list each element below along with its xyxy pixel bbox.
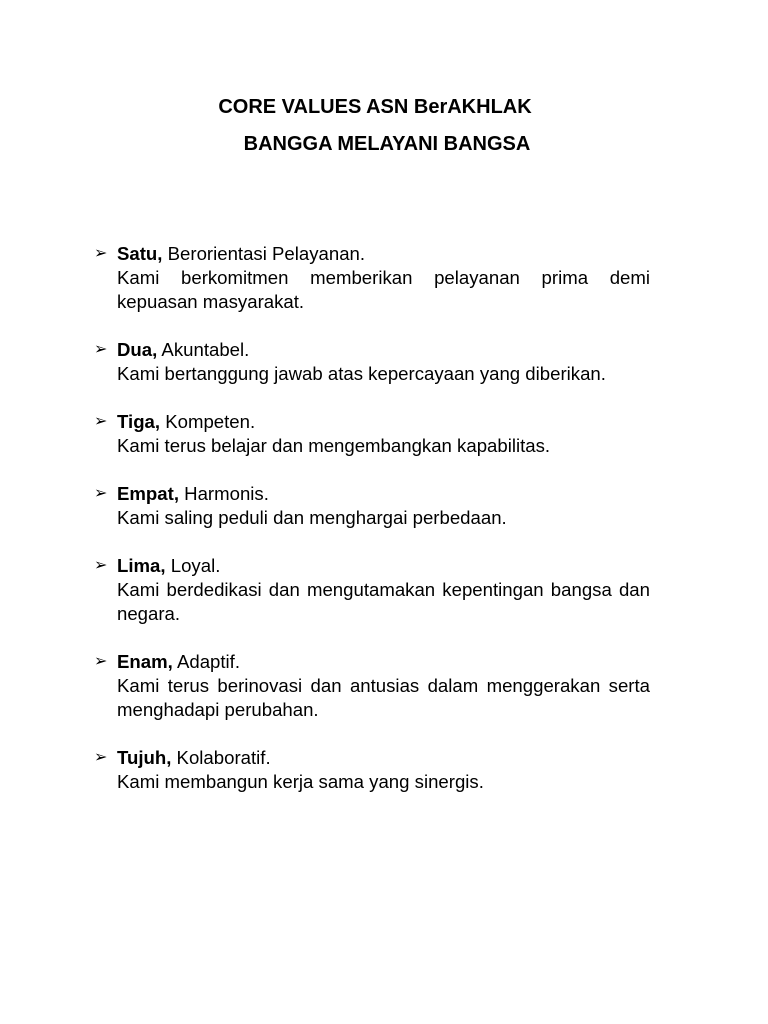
core-values-list xyxy=(94,242,650,818)
value-number: Tujuh, xyxy=(117,747,172,768)
value-name: Kompeten. xyxy=(160,411,256,432)
value-item-enam xyxy=(94,650,650,722)
value-description: Kami membangun kerja sama yang sinergis. xyxy=(117,771,484,792)
value-item-lima xyxy=(94,554,650,626)
arrow-bullet-icon: ➢ xyxy=(94,413,108,430)
value-description: Kami berdedikasi dan mengutamakan kepentingan bangsa dan negara. xyxy=(117,579,650,624)
arrow-bullet-icon: ➢ xyxy=(94,245,108,262)
value-description: Kami terus belajar dan mengembangkan kapabilitas. xyxy=(117,435,551,456)
value-item-empat xyxy=(94,482,650,530)
arrow-bullet-icon: ➢ xyxy=(94,341,108,358)
value-name: Harmonis. xyxy=(179,483,269,504)
value-name: Loyal. xyxy=(165,555,221,576)
value-name: Kolaboratif. xyxy=(171,747,271,768)
value-item-tiga xyxy=(94,410,650,458)
arrow-bullet-icon: ➢ xyxy=(94,653,108,670)
value-number: Satu, xyxy=(117,243,163,264)
value-number: Enam, xyxy=(117,651,173,672)
value-item-tujuh xyxy=(94,746,650,794)
value-number: Dua, xyxy=(117,339,158,360)
document-title: CORE VALUES ASN BerAKHLAK xyxy=(218,96,532,118)
arrow-bullet-icon: ➢ xyxy=(94,485,108,502)
document-subtitle: BANGGA MELAYANI BANGSA xyxy=(243,133,531,155)
value-item-dua xyxy=(94,338,650,386)
value-number: Lima, xyxy=(117,555,166,576)
value-description: Kami saling peduli dan menghargai perbedaan. xyxy=(117,507,507,528)
arrow-bullet-icon: ➢ xyxy=(94,749,108,766)
value-name: Akuntabel. xyxy=(157,339,250,360)
value-description: Kami berkomitmen memberikan pelayanan prima demi kepuasan masyarakat. xyxy=(117,267,650,312)
value-number: Tiga, xyxy=(117,411,161,432)
value-description: Kami terus berinovasi dan antusias dalam menggerakan serta menghadapi perubahan. xyxy=(117,675,650,720)
value-description: Kami bertanggung jawab atas kepercayaan yang diberikan. xyxy=(117,363,606,384)
value-number: Empat, xyxy=(117,483,179,504)
arrow-bullet-icon: ➢ xyxy=(94,557,108,574)
value-name: Adaptif. xyxy=(172,651,241,672)
value-name: Berorientasi Pelayanan. xyxy=(162,243,366,264)
value-item-satu xyxy=(94,242,650,314)
